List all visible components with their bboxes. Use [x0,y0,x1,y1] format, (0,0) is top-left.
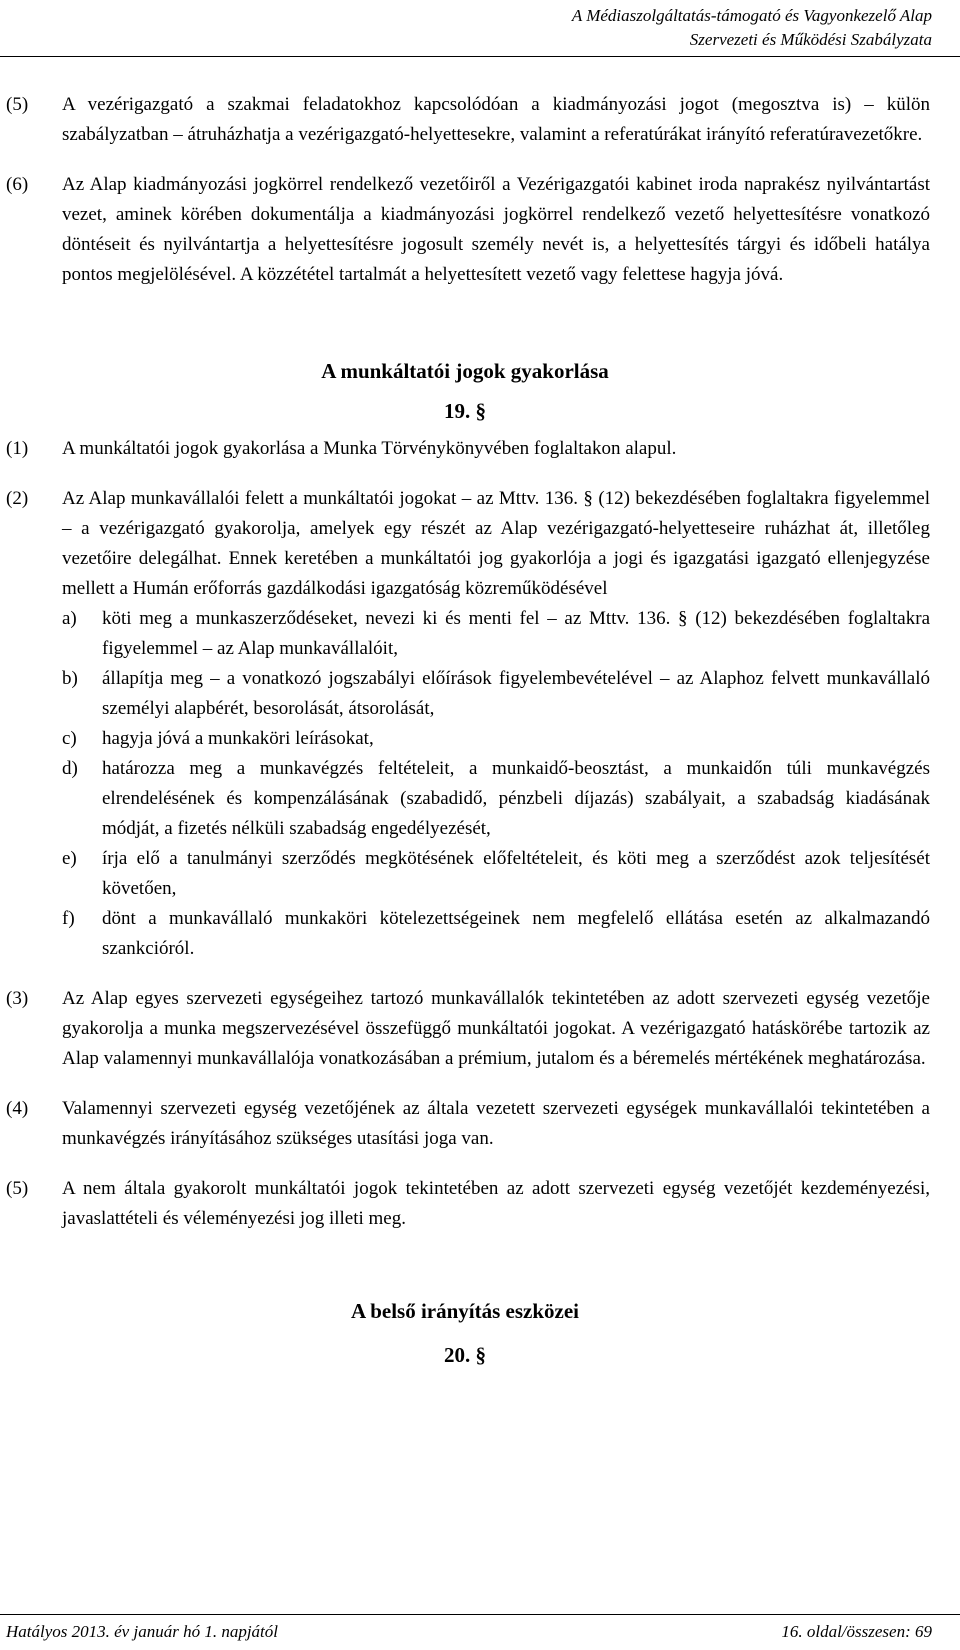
header-rule [0,56,960,57]
list-item-letter: f) [62,908,75,929]
list-item-text: hagyja jóvá a munkaköri leírásokat, [102,728,374,749]
list-item-text: köti meg a munkaszerződéseket, nevezi ki és menti fel – az Mttv. 136. § (12) bekezdésében foglaltakra figyelemmel – az Alap munkavállalóit, [102,608,930,659]
footer-effective-date: Hatályos 2013. év január hó 1. napjától [6,1622,278,1641]
paragraph-number: (5) [6,1178,29,1199]
paragraph [0,170,930,290]
list-item-text: állapítja meg – a vonatkozó jogszabályi előírások figyelembevételével – az Alaphoz felvett munkavállaló személyi alapbérét, besorolását, átsorolását, [102,668,930,719]
list-item [62,904,930,964]
list-item-letter: d) [62,758,78,779]
list-item [62,604,930,664]
list-item [62,664,930,724]
paragraph [0,90,930,150]
list-item-letter: c) [62,728,77,749]
footer-page-number: 16. oldal/összesen: 69 [781,1622,932,1641]
paragraph [0,434,930,464]
paragraph-text: Valamennyi szervezeti egység vezetőjének az általa vezetett szervezeti egységek munkavállalói tekintetében a munkavégzés irányításához szükséges utasítási joga van. [62,1098,930,1149]
paragraph [0,984,930,1074]
paragraph-number: (6) [6,174,29,195]
section-heading: A belső irányítás eszközei [350,1299,580,1323]
list-item-text: dönt a munkavállaló munkaköri kötelezettségeinek nem megfelelő ellátása esetén az alkalmazandó szankcióról. [102,908,930,959]
paragraph-text: A munkáltatói jogok gyakorlása a Munka Törvénykönyvében foglaltakon alapul. [62,438,677,459]
page-header [572,4,932,52]
paragraph [0,484,930,964]
paragraph-number: (2) [6,488,29,509]
header-title: A Médiaszolgáltatás-támogató és Vagyonkezelő Alap [571,6,932,25]
list-item [62,844,930,904]
paragraph-text: A nem általa gyakorolt munkáltatói jogok tekintetében az adott szervezeti egység vezetőjét kezdeményezési, javaslattételi és véleményezési jog illeti meg. [62,1178,930,1229]
list-item-text: írja elő a tanulmányi szerződés megkötésének előfeltételeit, és köti meg a szerződést azok teljesítését követően, [102,848,930,899]
paragraph-text: Az Alap kiadmányozási jogkörrel rendelkező vezetőiről a Vezérigazgatói kabinet iroda naprakész nyilvántartást vezet, aminek körében dokumentálja a kiadmányozási jogkörrel rendelkező vezető helyettesítésre vonatkozó döntéseit és nyilvántartja a helyettesítésre jogosult személy nevét is, a helyettesítés tárgyi és időbeli hatálya pontos megjelölésével. A közzététel tartalmát a helyettesített vezető vagy felettese hagyja jóvá. [62,174,930,285]
list-item-letter: b) [62,668,78,689]
paragraph-number: (5) [6,94,29,115]
paragraph-number: (3) [6,988,29,1009]
paragraph-text: A vezérigazgató a szakmai feladatokhoz kapcsolódóan a kiadmányozási jogot (megosztva is) – külön szabályzatban – átruházhatja a vezérigazgató-helyettesekre, valamint a referatúrákat irányító referatúravezetőkre. [62,94,930,145]
paragraph-text: Az Alap egyes szervezeti egységeihez tartozó munkavállalók tekintetében az adott szervezeti egység vezetője gyakorolja a munka megszervezésével összefüggő munkáltatói jogokat. A vezérigazgató hatáskörébe tartozik az Alap valamennyi munkavállalója vonatkozásában a prémium, jutalom és a béremelés mértékének meghatározása. [62,988,930,1069]
list-item [62,754,930,844]
list-item-text: határozza meg a munkavégzés feltételeit, a munkaidő-beosztást, a munkaidőn túli munkavégzés elrendelésének és kompenzálásának (szabadidő, pénzbeli díjazás) szabályait, a szabadság kiadásának módját, a fizetés nélküli szabadság engedélyezését, [102,758,930,839]
list-item-letter: a) [62,608,77,629]
paragraph [0,1094,930,1154]
paragraph [0,1174,930,1234]
paragraph-number: (4) [6,1098,29,1119]
section-heading: A munkáltatói jogok gyakorlása [321,359,609,383]
paragraph-number: (1) [6,438,29,459]
footer-rule [0,1614,960,1615]
document-body [0,90,930,1370]
section-number: 20. § [444,1343,486,1367]
list-item-letter: e) [62,848,77,869]
paragraph-text: Az Alap munkavállalói felett a munkáltatói jogokat – az Mttv. 136. § (12) bekezdésében foglaltakra figyelemmel – a vezérigazgató gyakorolja, amelyek egy részét az Alap vezérigazgató-helyetteseire ruházhat át, illetőleg vezetőire delegálhat. Ennek keretében a munkáltatói jog gyakorlója a jogi és igazgatási igazgató ellenjegyzése mellett a Humán erőforrás gazdálkodási igazgatóság közreműködésével [62,488,930,599]
header-subtitle: Szervezeti és Működési Szabályzata [689,30,932,49]
list-item [62,724,930,754]
sub-list [62,604,930,964]
section-number: 19. § [444,399,486,423]
